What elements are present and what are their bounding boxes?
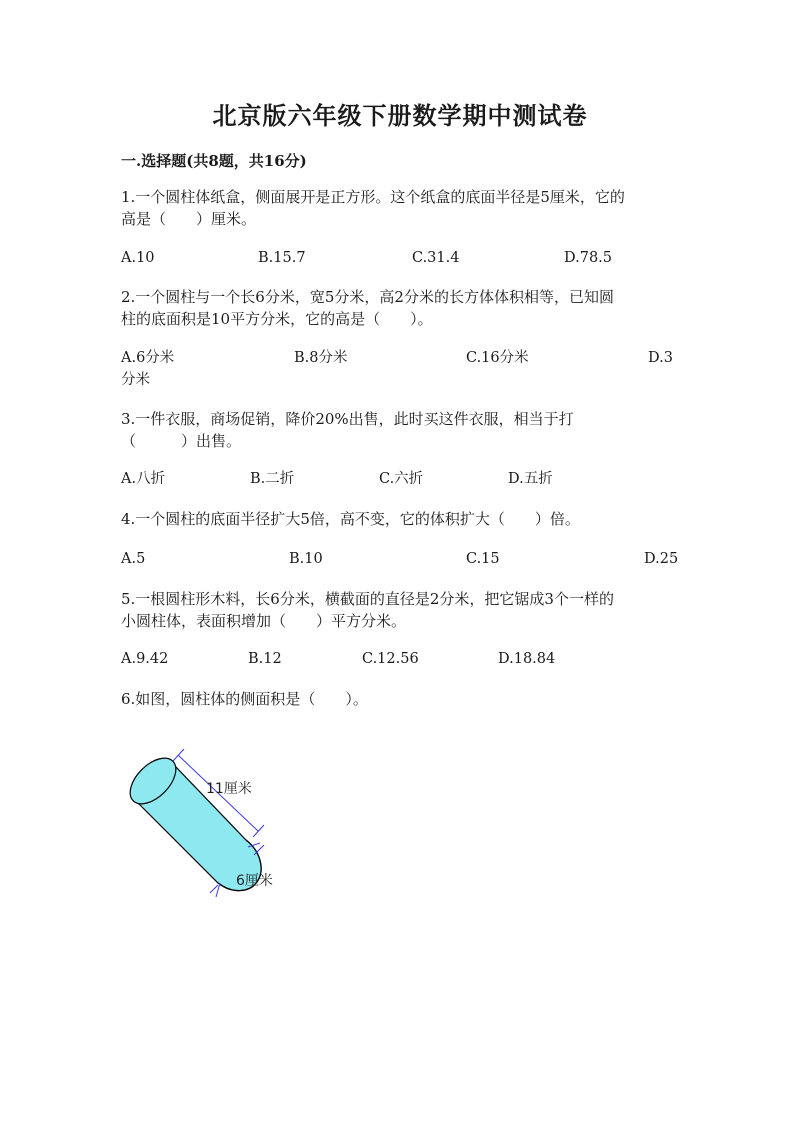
q3-option-b: B.二折 <box>250 471 295 487</box>
q1-option-d: D.78.5 <box>564 250 613 266</box>
question-3-line1: 3.一件衣服，商场促销，降价20%出售，此时买这件衣服，相当于打 <box>121 410 574 428</box>
q5-option-c: C.12.56 <box>362 651 419 667</box>
q4-option-b: B.10 <box>289 551 323 567</box>
q1-option-c: C.31.4 <box>412 250 460 266</box>
section-heading: 一.选择题(共8题，共16分) <box>121 152 307 170</box>
q3-option-a: A.八折 <box>121 471 166 487</box>
cylinder-figure <box>118 745 318 910</box>
q4-option-c: C.15 <box>466 551 500 567</box>
q4-option-d: D.25 <box>644 551 679 567</box>
question-4 <box>121 508 681 530</box>
question-3 <box>121 408 681 452</box>
question-4-line1: 4.一个圆柱的底面半径扩大5倍，高不变，它的体积扩大（ ）倍。 <box>121 510 580 528</box>
diameter-label: 6厘米 <box>236 873 273 889</box>
q5-option-a: A.9.42 <box>121 651 169 667</box>
question-5-line2: 小圆柱体，表面积增加（ ）平方分米。 <box>121 612 407 630</box>
length-label: 11厘米 <box>206 781 252 797</box>
question-1 <box>121 186 681 230</box>
q2-option-b: B.8分米 <box>294 350 348 366</box>
q4-option-a: A.5 <box>121 551 146 567</box>
page-title: 北京版六年级下册数学期中测试卷 <box>212 101 588 130</box>
question-3-line2: （ ）出售。 <box>121 432 242 450</box>
question-2 <box>121 286 681 330</box>
q2-option-d: D.3 <box>648 350 673 366</box>
q3-option-c: C.六折 <box>379 471 424 487</box>
q2-option-a: A.6分米 <box>121 350 175 366</box>
q5-option-b: B.12 <box>248 651 282 667</box>
question-5-line1: 5.一根圆柱形木料，长6分米，横截面的直径是2分米，把它锯成3个一样的 <box>121 590 614 608</box>
q5-option-d: D.18.84 <box>498 651 556 667</box>
q2-option-d-wrap: 分米 <box>121 372 150 388</box>
question-6 <box>121 688 681 710</box>
question-1-line1: 1.一个圆柱体纸盒，侧面展开是正方形。这个纸盒的底面半径是5厘米，它的 <box>121 188 625 206</box>
question-2-line2: 柱的底面积是10平方分米，它的高是（ ）。 <box>121 310 433 328</box>
q1-option-b: B.15.7 <box>258 250 306 266</box>
question-5 <box>121 588 681 632</box>
q2-option-c: C.16分米 <box>466 350 529 366</box>
question-2-line1: 2.一个圆柱与一个长6分米，宽5分米，高2分米的长方体体积相等，已知圆 <box>121 288 614 306</box>
q3-option-d: D.五折 <box>508 471 553 487</box>
q1-option-a: A.10 <box>121 250 155 266</box>
question-1-line2: 高是（ ）厘米。 <box>121 210 257 228</box>
question-6-line1: 6.如图，圆柱体的侧面积是（ ）。 <box>121 690 368 708</box>
